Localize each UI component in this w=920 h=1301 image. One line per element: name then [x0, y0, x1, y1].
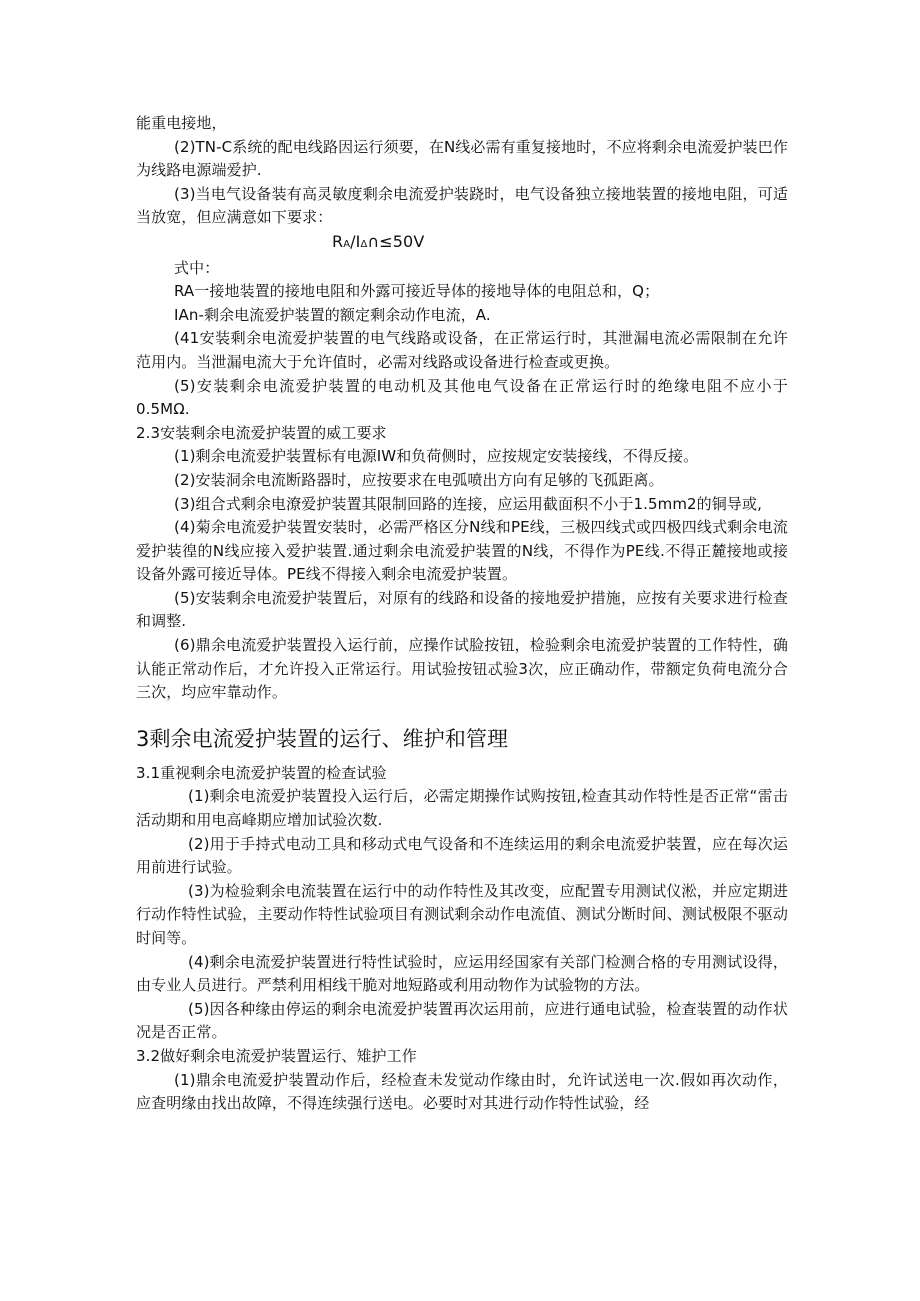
- document-body: [136, 112, 788, 1116]
- paragraph-item-4-leakage: (41安装剩余电流爱护装置的电气线路或设备，在正常运行时，其泄漏电流必需限制在允许范用内。当泄漏电流大于允许值时，必需对线路或设备进行检查或更换。: [136, 329, 788, 371]
- paragraph-3-2-item-1: (1)鼎余电流爱护装置动作后，经检查未发觉动作缘由时，允许试送电一次.假如再次动作，应査明缘由找出故障，不得连续强行送电。必要时对其进行动作特性试验，经: [136, 1070, 788, 1113]
- paragraph-3-1-item-1: (1)剩余电流爱护装置投入运行后，必需定期操作试购按钮,检查其动作特性是否正常“雷击活动期和用电高峰期应增加试验次数.: [136, 787, 788, 830]
- formula: RA/IΔ∩≤50V: [332, 231, 425, 251]
- formula-where-label: 式中：: [174, 258, 220, 277]
- paragraph-item-3-grounding: (3)当电气设备装有高灵敏度剩余电流爱护装跷时，电气设备独立接地装置的接地电阻，可适当放宽，但应满意如下要求：: [136, 184, 788, 227]
- paragraph-2-3-item-1: (1)剩余电流爱护装置标有电源IW和负荷侧时，应按规定安装接线，不得反接。: [174, 447, 699, 466]
- section-heading-3-1: 3.1重视剩余电流爱护装置的检查试验: [136, 763, 387, 782]
- paragraph-3-1-item-4: (4)剩余电流爱护装置进行特性试验时，应运用经国家有关部门检测合格的专用测试设得，由专业人员进行。严禁利用相线干脆对地短路或利用动物作为试验物的方法。: [136, 952, 788, 995]
- formula-def-ian: IAn-剩余电流爱护装置的额定剩余动作电流，A.: [174, 305, 491, 324]
- paragraph-3-1-item-5: (5)因各种缘由停运的剩余电流爱护装置再次运用前，应进行通电试验，检查装置的动作状况是否正常。: [136, 999, 788, 1042]
- paragraph-item-5-insulation: (5)安装剩余电流爱护装置的电动机及其他电气设备在正常运行时的绝缘电阻不应小于0.5MΩ.: [136, 376, 788, 419]
- paragraph-2-3-item-4: (4)菊余电流爱护装置安装时，必需严格区分N线和PE线，三极四线式或四极四线式剩余电流爱护装徨的N线应接入爱护装置.通过剩余电流爱护装置的N线，不得作为PE线.不得正麓接地或接设备外露可接近导体。PE线不得接入剩余电流爱护装置。: [136, 518, 788, 584]
- section-heading-2-3: 2.3安装剩余电流爱护装置的威工要求: [136, 423, 387, 442]
- paragraph-2-3-item-3: (3)组合式剩余电潦爱护装置其限制回路的连接，应运用截面积不小于1.5mm2的铜导或,: [174, 494, 762, 513]
- chapter-heading-3: 3剩余电流爱护装置的运行、维护和管理: [136, 726, 509, 751]
- paragraph-continuation: 能重电接地，: [136, 114, 227, 132]
- paragraph-2-3-item-5: (5)安装剩余电流爱护装置后，对原有的线路和设备的接地爱护措施，应按有关要求进行检查和调整.: [136, 588, 788, 631]
- paragraph-3-1-item-2: (2)用于手持式电动工具和移动式电气设备和不连续运用的剩余电流爱护装置，应在每次运用前进行试验。: [136, 834, 788, 877]
- paragraph-3-1-item-3: (3)为检验剩余电流装置在运行中的动作特性及其改变，应配置专用测试仪淞，并应定期进行动作特性试验，主要动作特性试验项目有测试剩余动作电流值、测试分断时间、测试极限不驱动时间等。: [136, 881, 788, 947]
- paragraph-item-2-tnc: (2)TN-C系统的配电线路因运行须要，在N线必需有重复接地时，不应将剩余电流爱护装巴作为线路电源端爱护.: [136, 137, 788, 180]
- paragraph-2-3-item-2: (2)安装洞余电流断路器时，应按要求在电弧喷出方向有足够的飞孤距离。: [174, 470, 664, 489]
- formula-def-ra: RA一接地装置的接地电阻和外露可接近导体的接地导体的电阻总和，Q；: [174, 282, 660, 301]
- section-heading-3-2: 3.2做好剩余电流爱护装置运行、雉护工作: [136, 1046, 417, 1065]
- paragraph-2-3-item-6: (6)鼎余电流爱护装置投入运行前，应操作试脸按钮，检验剩余电流爱护装置的工作特性，确认能正常动作后，才允许投入正常运行。用试验按钮忒验3次，应正确动作，带额定负荷电流分合三次，均应牢靠动作。: [136, 636, 788, 702]
